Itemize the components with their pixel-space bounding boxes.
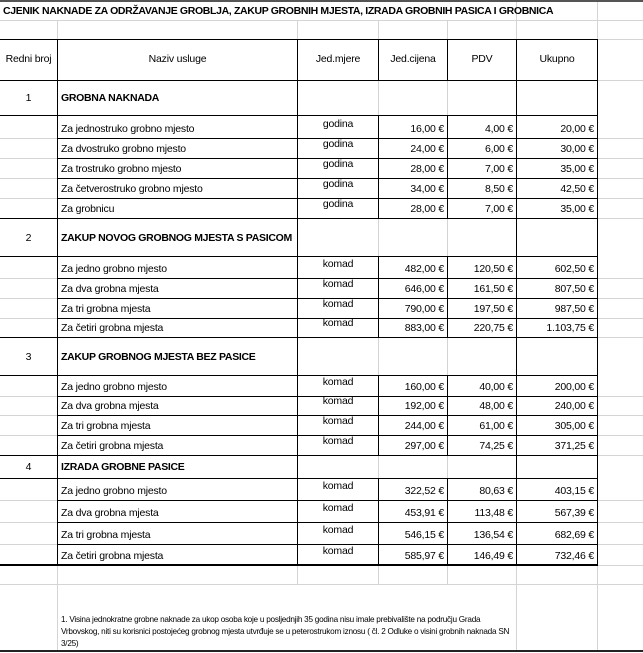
unit-of-measure: komad [322,435,354,447]
total-amount: 602,50 € [554,263,594,275]
table-row [0,500,598,522]
service-name: Za tri grobna mjesta [61,529,151,541]
unit-of-measure: komad [322,278,354,290]
unit-of-measure: godina [322,118,354,130]
vat-amount: 136,54 € [473,529,513,541]
table-row [0,375,598,396]
gridline [378,455,379,478]
unit-price: 24,00 € [410,143,444,155]
unit-price: 646,00 € [404,283,444,295]
service-name: Za četiri grobna mjesta [61,322,164,334]
unit-of-measure: komad [322,395,354,407]
service-name: Za jedno grobno mjesto [61,485,167,497]
unit-of-measure: komad [322,258,354,270]
service-name: Za tri grobna mjesta [61,420,151,432]
total-amount: 403,15 € [554,485,594,497]
gridline [447,218,448,256]
gridline [597,218,643,219]
vat-amount: 48,00 € [479,400,513,412]
gridline [57,566,58,650]
total-amount: 35,00 € [560,203,594,215]
total-amount: 732,46 € [554,550,594,562]
column-header-ukupno: Ukupno [539,53,575,65]
gridline [597,278,643,279]
gridline [597,522,643,523]
unit-price: 883,00 € [404,322,444,334]
column-header-redni-broj: Redni broj [5,53,52,65]
total-amount: 20,00 € [560,123,594,135]
gridline [597,80,643,81]
column-header-jed-cijena: Jed.cijena [390,53,436,65]
table-row [0,278,598,298]
unit-of-measure: komad [322,298,354,310]
gridline [297,566,298,584]
table-border [0,39,598,40]
section-title: ZAKUP NOVOG GROBNOG MJESTA S PASICOM [61,232,292,244]
unit-price: 585,97 € [404,550,444,562]
unit-price: 297,00 € [404,440,444,452]
page-title: CJENIK NAKNADE ZA ODRŽAVANJE GROBLJA, ZAKUP GROBNIH MJESTA, IZRADA GROBNIH PASICA I GROBNICA [3,5,554,17]
vat-amount: 220,75 € [473,322,513,334]
unit-price: 192,00 € [404,400,444,412]
gridline [597,39,643,40]
vat-amount: 113,48 € [474,507,513,519]
table-row [0,318,598,337]
unit-price: 34,00 € [410,183,444,195]
unit-of-measure: godina [322,138,354,150]
total-amount: 1.103,75 € [546,322,594,334]
unit-price: 244,00 € [404,420,444,432]
column-header-jed-mjere: Jed.mjere [315,53,361,65]
unit-price: 322,52 € [404,485,444,497]
unit-price: 790,00 € [404,303,444,315]
vat-amount: 61,00 € [479,420,513,432]
gridline [597,318,643,319]
gridline [597,500,643,501]
gridline [378,218,379,256]
total-amount: 35,00 € [560,163,594,175]
gridline [597,435,643,436]
gridline [297,20,298,39]
gridline [378,337,379,375]
service-name: Za dvostruko grobno mjesto [61,143,186,155]
table-border [0,455,598,456]
gridline [57,20,58,39]
total-amount: 371,25 € [554,440,594,452]
table-row [0,138,598,158]
column-header-naziv-usluge: Naziv usluge [148,53,207,65]
vat-amount: 146,49 € [473,550,513,562]
column-header-pdv: PDV [471,53,493,65]
unit-price: 28,00 € [410,203,444,215]
service-name: Za dva grobna mjesta [61,507,159,519]
gridline [597,138,643,139]
gridline [447,566,448,584]
unit-price: 160,00 € [404,381,444,393]
table-border [0,80,598,81]
gridline [447,455,448,478]
gridline [378,566,379,584]
unit-of-measure: godina [322,178,354,190]
section-title: ZAKUP GROBNOG MJESTA BEZ PASICE [61,351,256,363]
service-name: Za četiri grobna mjesta [61,550,164,562]
section-number: 4 [25,461,32,473]
vat-amount: 74,25 € [479,440,513,452]
service-name: Za dva grobna mjesta [61,400,159,412]
vat-amount: 7,00 € [485,163,513,175]
service-name: Za jednostruko grobno mjesto [61,123,195,135]
total-amount: 682,69 € [554,529,594,541]
unit-of-measure: komad [322,415,354,427]
top-border [0,0,643,2]
unit-price: 16,00 € [410,123,444,135]
total-amount: 807,50 € [554,283,594,295]
vat-amount: 80,63 € [479,485,513,497]
table-row [0,435,598,455]
table-row [0,198,598,218]
unit-of-measure: komad [322,502,354,514]
service-name: Za grobnicu [61,203,115,215]
total-amount: 42,50 € [560,183,594,195]
vat-amount: 4,00 € [485,123,513,135]
table-row [0,478,598,500]
vat-amount: 40,00 € [479,381,513,393]
table-row [0,396,598,415]
table-border [0,218,598,219]
gridline [447,80,448,115]
table-row [0,178,598,198]
vat-amount: 7,00 € [485,203,513,215]
unit-price: 482,00 € [404,263,444,275]
vat-amount: 197,50 € [473,303,513,315]
unit-of-measure: komad [322,480,354,492]
unit-of-measure: komad [322,524,354,536]
gridline [516,566,517,650]
service-name: Za četiri grobna mjesta [61,440,164,452]
service-name: Za trostruko grobno mjesto [61,163,182,175]
total-amount: 200,00 € [554,381,594,393]
gridline [0,584,643,585]
total-amount: 30,00 € [560,143,594,155]
table-row [0,522,598,544]
gridline [378,20,379,39]
gridline [597,544,643,545]
unit-price: 28,00 € [410,163,444,175]
vat-amount: 8,50 € [485,183,513,195]
table-row [0,544,598,565]
gridline [447,20,448,39]
section-number: 3 [25,351,32,363]
gridline [597,415,643,416]
gridline [597,565,643,566]
gridline [597,298,643,299]
unit-of-measure: godina [322,158,354,170]
gridline [597,178,643,179]
section-title: GROBNA NAKNADA [61,92,160,104]
table-row [0,115,598,138]
gridline [597,337,643,338]
table-row [0,298,598,318]
unit-price: 546,15 € [404,529,444,541]
gridline [597,396,643,397]
table-row [0,415,598,435]
gridline [0,20,643,21]
gridline [447,337,448,375]
gridline [597,198,643,199]
footnote: 1. Visina jednokratne grobne naknade za ukop osoba koje u posljednjih 35 godina nisu imale prebivalište na području Grada Vrbovskog, niti su korisnici postojećeg grobnog mjesta utvrđuje se u peterostrukom iznosu ( čl. 2 Odluke o visini grobnih naknada SN 3/25) [61,615,510,648]
service-name: Za jedno grobno mjesto [61,263,167,275]
unit-of-measure: komad [322,317,354,329]
unit-of-measure: komad [322,376,354,388]
total-amount: 987,50 € [554,303,594,315]
vat-amount: 161,50 € [473,283,513,295]
service-name: Za jedno grobno mjesto [61,381,167,393]
vat-amount: 120,50 € [473,263,513,275]
gridline [378,80,379,115]
total-amount: 305,00 € [554,420,594,432]
unit-price: 453,91 € [404,507,444,519]
table-row [0,158,598,178]
gridline [597,455,643,456]
section-number: 1 [25,92,32,104]
bottom-border [0,650,643,652]
vat-amount: 6,00 € [485,143,513,155]
table-border [0,337,598,338]
unit-of-measure: godina [322,198,354,210]
section-number: 2 [25,232,32,244]
service-name: Za dva grobna mjesta [61,283,159,295]
service-name: Za četverostruko grobno mjesto [61,183,203,195]
unit-of-measure: komad [322,545,354,557]
table-row [0,256,598,278]
gridline [597,158,643,159]
total-amount: 240,00 € [554,400,594,412]
service-name: Za tri grobna mjesta [61,303,151,315]
total-amount: 567,39 € [554,507,594,519]
section-title: IZRADA GROBNE PASICE [61,461,185,473]
